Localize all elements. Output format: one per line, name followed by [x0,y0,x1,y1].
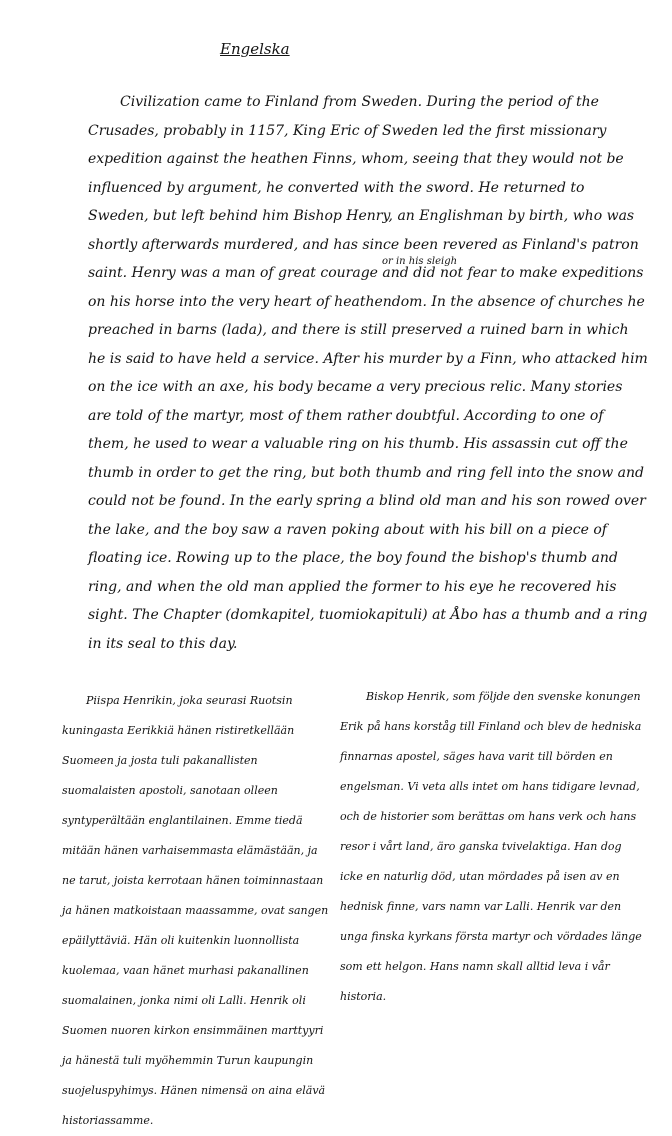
finnish-text-block [62,686,334,1136]
english-paragraph: Civilization came to Finland from Sweden. During the period of the Crusades, probably in 1157, King Eric of Sweden led the first missionary expedition against the heathen Finns, whom, seeing that they would not be influenced by argument, he converted with the sword. He returned to Sweden, but left behind him Bishop Henry, an Englishman by birth, who was shortly afterwards murdered, and has since been revered as Finland's patron saint. Henry was a man of great courage and did not fear to make expeditions on his horse into the very heart of heathendom. In the absence of churches he preached in barns (lada), and there is still preserved a ruined barn in which he is said to have held a service. After his murder by a Finn, who attacked him on the ice with an axe, his body became a very precious relic. Many stories are told of the martyr, most of them rather doubtful. According to one of them, he used to wear a valuable ring on his thumb. His assassin cut off the thumb in order to get the ring, but both thumb and ring fell into the snow and could not be found. In the early spring a blind old man and his son rowed over the lake, and the boy saw a raven poking about with his bill on a piece of floating ice. Rowing up to the place, the boy found the bishop's thumb and ring, and when the old man applied the former to his eye he recovered his sight. The Chapter (domkapitel, tuomiokapituli) at Åbo has a thumb and a ring in its seal to this day. [88,94,648,652]
page-title: Engelska [220,40,290,58]
finnish-paragraph: Piispa Henrikin, joka seurasi Ruotsin kuningasta Eerikkiä hänen ristiretkellään Suomeen ja josta tuli pakanallisten suomalaisten apostoli, sanotaan olleen syntyperältään englantilainen. Emme tiedä mitään hänen varhaisemmasta elämästään, ja ne tarut, joista kerrotaan hänen toiminnastaan ja hänen matkoistaan maassamme, ovat sangen epäilyttäviä. Hän oli kuitenkin luonnollista kuolemaa, vaan hänet murhasi pakanallinen suomalainen, jonka nimi oli Lalli. Henrik oli Suomen nuoren kirkon ensimmäinen marttyyri ja hänestä tuli myöhemmin Turun kaupungin suojeluspyhimys. Hänen nimensä on aina elävä historiassamme. [62,694,329,1127]
insertion-note: or in his sleigh [382,256,458,267]
english-text-block [88,88,648,658]
swedish-paragraph: Biskop Henrik, som följde den svenske konungen Erik på hans korståg till Finland och blev de hedniska finnarnas apostel, säges hava varit till börden en engelsman. Vi veta alls intet om hans tidigare levnad, och de historier som berättas om hans verk och hans resor i vårt land, äro ganska tvivelaktiga. Han dog icke en naturlig död, utan mördades på isen av en hednisk finne, vars namn var Lalli. Henrik var den unga finska kyrkans första martyr och vördades länge som ett helgon. Hans namn skall alltid leva i vår historia. [340,690,642,1003]
swedish-text-block [340,682,646,1012]
